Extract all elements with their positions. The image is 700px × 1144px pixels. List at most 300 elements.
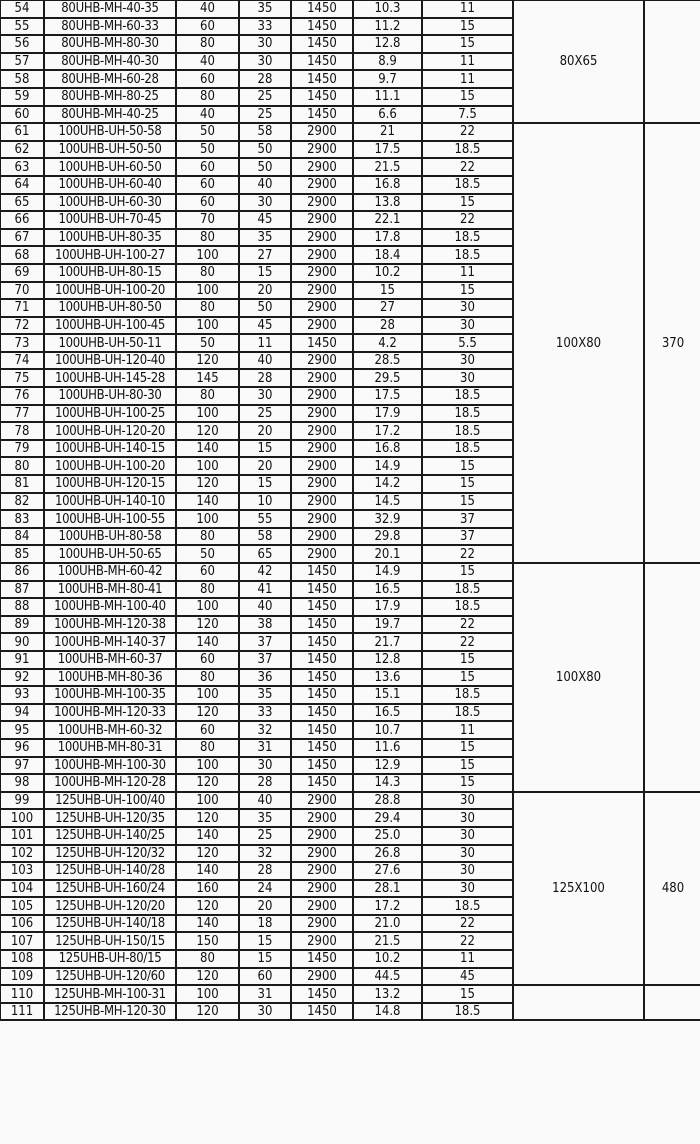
flow-rate-cell: 80 [176, 35, 239, 53]
speed-cell: 2900 [291, 932, 353, 950]
model-name-cell: 125UHB-MH-100-31 [44, 985, 176, 1003]
motor-power-cell: 18.5 [422, 387, 513, 405]
row-number-cell: 85 [0, 545, 44, 563]
weight-cell [644, 985, 700, 1020]
shaft-power-cell: 14.2 [353, 475, 422, 493]
row-number-cell: 84 [0, 528, 44, 546]
model-name-cell: 80UHB-MH-60-33 [44, 18, 176, 36]
speed-cell: 1450 [291, 1003, 353, 1021]
speed-cell: 1450 [291, 704, 353, 722]
flow-rate-cell: 100 [176, 510, 239, 528]
head-cell: 30 [239, 757, 291, 775]
model-name-cell: 125UHB-UH-160/24 [44, 880, 176, 898]
speed-cell: 2900 [291, 176, 353, 194]
head-cell: 40 [239, 352, 291, 370]
shaft-power-cell: 21.7 [353, 633, 422, 651]
weight-cell [644, 563, 700, 792]
row-number-cell: 70 [0, 282, 44, 300]
flow-rate-cell: 100 [176, 757, 239, 775]
head-cell: 25 [239, 405, 291, 423]
head-cell: 37 [239, 651, 291, 669]
shaft-power-cell: 15.1 [353, 686, 422, 704]
row-number-cell: 79 [0, 440, 44, 458]
row-number-cell: 89 [0, 616, 44, 634]
motor-power-cell: 30 [422, 809, 513, 827]
shaft-power-cell: 28.1 [353, 880, 422, 898]
speed-cell: 2900 [291, 141, 353, 159]
motor-power-cell: 15 [422, 35, 513, 53]
speed-cell: 2900 [291, 299, 353, 317]
motor-power-cell: 22 [422, 545, 513, 563]
model-name-cell: 125UHB-UH-100/40 [44, 792, 176, 810]
head-cell: 40 [239, 598, 291, 616]
model-name-cell: 100UHB-UH-145-28 [44, 369, 176, 387]
shaft-power-cell: 11.2 [353, 18, 422, 36]
motor-power-cell: 18.5 [422, 581, 513, 599]
motor-power-cell: 18.5 [422, 704, 513, 722]
flow-rate-cell: 140 [176, 440, 239, 458]
flow-rate-cell: 60 [176, 176, 239, 194]
speed-cell: 1450 [291, 563, 353, 581]
head-cell: 10 [239, 493, 291, 511]
shaft-power-cell: 17.2 [353, 897, 422, 915]
flow-rate-cell: 60 [176, 194, 239, 212]
motor-power-cell: 15 [422, 985, 513, 1003]
flow-rate-cell: 60 [176, 721, 239, 739]
shaft-power-cell: 12.9 [353, 757, 422, 775]
flow-rate-cell: 140 [176, 493, 239, 511]
flow-rate-cell: 80 [176, 950, 239, 968]
flow-rate-cell: 60 [176, 158, 239, 176]
flow-rate-cell: 40 [176, 0, 239, 18]
row-number-cell: 93 [0, 686, 44, 704]
motor-power-cell: 18.5 [422, 686, 513, 704]
motor-power-cell: 15 [422, 282, 513, 300]
flow-rate-cell: 140 [176, 915, 239, 933]
shaft-power-cell: 29.8 [353, 528, 422, 546]
motor-power-cell: 15 [422, 194, 513, 212]
row-number-cell: 107 [0, 932, 44, 950]
table-row [0, 123, 700, 141]
motor-power-cell: 11 [422, 70, 513, 88]
head-cell: 15 [239, 475, 291, 493]
row-number-cell: 108 [0, 950, 44, 968]
speed-cell: 2900 [291, 229, 353, 247]
head-cell: 35 [239, 229, 291, 247]
motor-power-cell: 5.5 [422, 334, 513, 352]
speed-cell: 1450 [291, 70, 353, 88]
model-name-cell: 125UHB-UH-140/28 [44, 862, 176, 880]
shaft-power-cell: 13.2 [353, 985, 422, 1003]
head-cell: 31 [239, 739, 291, 757]
motor-power-cell: 30 [422, 880, 513, 898]
shaft-power-cell: 21 [353, 123, 422, 141]
flow-rate-cell: 120 [176, 1003, 239, 1021]
flow-rate-cell: 50 [176, 123, 239, 141]
row-number-cell: 95 [0, 721, 44, 739]
motor-power-cell: 15 [422, 739, 513, 757]
motor-power-cell: 30 [422, 827, 513, 845]
shaft-power-cell: 28.5 [353, 352, 422, 370]
head-cell: 55 [239, 510, 291, 528]
model-name-cell: 125UHB-UH-120/35 [44, 809, 176, 827]
row-number-cell: 76 [0, 387, 44, 405]
model-name-cell: 100UHB-UH-120-20 [44, 422, 176, 440]
model-name-cell: 100UHB-MH-100-40 [44, 598, 176, 616]
model-name-cell: 100UHB-MH-120-38 [44, 616, 176, 634]
speed-cell: 2900 [291, 915, 353, 933]
head-cell: 25 [239, 827, 291, 845]
row-number-cell: 77 [0, 405, 44, 423]
head-cell: 50 [239, 299, 291, 317]
speed-cell: 1450 [291, 633, 353, 651]
shaft-power-cell: 14.5 [353, 493, 422, 511]
head-cell: 35 [239, 686, 291, 704]
flow-rate-cell: 80 [176, 581, 239, 599]
motor-power-cell: 30 [422, 845, 513, 863]
shaft-power-cell: 17.8 [353, 229, 422, 247]
flow-rate-cell: 100 [176, 792, 239, 810]
table-row [0, 985, 700, 1003]
shaft-power-cell: 26.8 [353, 845, 422, 863]
row-number-cell: 69 [0, 264, 44, 282]
head-cell: 45 [239, 211, 291, 229]
model-name-cell: 100UHB-UH-120-40 [44, 352, 176, 370]
motor-power-cell: 11 [422, 950, 513, 968]
motor-power-cell: 18.5 [422, 176, 513, 194]
row-number-cell: 87 [0, 581, 44, 599]
flow-rate-cell: 120 [176, 845, 239, 863]
shaft-power-cell: 15 [353, 282, 422, 300]
head-cell: 60 [239, 968, 291, 986]
shaft-power-cell: 10.2 [353, 950, 422, 968]
model-name-cell: 100UHB-MH-100-35 [44, 686, 176, 704]
row-number-cell: 81 [0, 475, 44, 493]
motor-power-cell: 18.5 [422, 598, 513, 616]
speed-cell: 2900 [291, 457, 353, 475]
motor-power-cell: 30 [422, 369, 513, 387]
speed-cell: 2900 [291, 211, 353, 229]
row-number-cell: 83 [0, 510, 44, 528]
flow-rate-cell: 50 [176, 545, 239, 563]
row-number-cell: 75 [0, 369, 44, 387]
speed-cell: 2900 [291, 845, 353, 863]
head-cell: 24 [239, 880, 291, 898]
head-cell: 37 [239, 633, 291, 651]
speed-cell: 2900 [291, 545, 353, 563]
model-name-cell: 100UHB-MH-120-28 [44, 774, 176, 792]
outlet-size-cell: 100X80 [513, 563, 644, 792]
head-cell: 40 [239, 792, 291, 810]
head-cell: 30 [239, 35, 291, 53]
model-name-cell: 100UHB-UH-100-55 [44, 510, 176, 528]
motor-power-cell: 18.5 [422, 440, 513, 458]
head-cell: 65 [239, 545, 291, 563]
head-cell: 30 [239, 1003, 291, 1021]
head-cell: 15 [239, 264, 291, 282]
model-name-cell: 100UHB-UH-80-15 [44, 264, 176, 282]
flow-rate-cell: 100 [176, 686, 239, 704]
row-number-cell: 74 [0, 352, 44, 370]
speed-cell: 1450 [291, 757, 353, 775]
motor-power-cell: 11 [422, 721, 513, 739]
row-number-cell: 57 [0, 53, 44, 71]
model-name-cell: 100UHB-MH-80-31 [44, 739, 176, 757]
head-cell: 50 [239, 158, 291, 176]
speed-cell: 2900 [291, 792, 353, 810]
flow-rate-cell: 80 [176, 229, 239, 247]
flow-rate-cell: 80 [176, 264, 239, 282]
speed-cell: 1450 [291, 669, 353, 687]
row-number-cell: 90 [0, 633, 44, 651]
shaft-power-cell: 28.8 [353, 792, 422, 810]
shaft-power-cell: 10.2 [353, 264, 422, 282]
model-name-cell: 100UHB-UH-80-35 [44, 229, 176, 247]
speed-cell: 2900 [291, 123, 353, 141]
flow-rate-cell: 40 [176, 106, 239, 124]
row-number-cell: 111 [0, 1003, 44, 1021]
head-cell: 32 [239, 721, 291, 739]
table-row [0, 563, 700, 581]
model-name-cell: 100UHB-UH-140-15 [44, 440, 176, 458]
motor-power-cell: 15 [422, 475, 513, 493]
shaft-power-cell: 17.9 [353, 405, 422, 423]
outlet-size-cell: 80X65 [513, 0, 644, 123]
head-cell: 33 [239, 18, 291, 36]
flow-rate-cell: 140 [176, 862, 239, 880]
head-cell: 25 [239, 106, 291, 124]
row-number-cell: 103 [0, 862, 44, 880]
head-cell: 30 [239, 387, 291, 405]
flow-rate-cell: 80 [176, 669, 239, 687]
flow-rate-cell: 80 [176, 528, 239, 546]
row-number-cell: 99 [0, 792, 44, 810]
model-name-cell: 80UHB-MH-40-25 [44, 106, 176, 124]
model-name-cell: 100UHB-UH-50-50 [44, 141, 176, 159]
model-name-cell: 100UHB-UH-80-50 [44, 299, 176, 317]
flow-rate-cell: 120 [176, 616, 239, 634]
model-name-cell: 125UHB-UH-120/60 [44, 968, 176, 986]
flow-rate-cell: 60 [176, 563, 239, 581]
flow-rate-cell: 100 [176, 457, 239, 475]
speed-cell: 2900 [291, 880, 353, 898]
head-cell: 25 [239, 88, 291, 106]
head-cell: 42 [239, 563, 291, 581]
shaft-power-cell: 29.4 [353, 809, 422, 827]
speed-cell: 2900 [291, 246, 353, 264]
speed-cell: 2900 [291, 405, 353, 423]
motor-power-cell: 22 [422, 633, 513, 651]
speed-cell: 1450 [291, 739, 353, 757]
speed-cell: 1450 [291, 686, 353, 704]
shaft-power-cell: 18.4 [353, 246, 422, 264]
speed-cell: 1450 [291, 598, 353, 616]
speed-cell: 2900 [291, 158, 353, 176]
flow-rate-cell: 160 [176, 880, 239, 898]
flow-rate-cell: 120 [176, 704, 239, 722]
flow-rate-cell: 120 [176, 475, 239, 493]
shaft-power-cell: 10.7 [353, 721, 422, 739]
motor-power-cell: 30 [422, 792, 513, 810]
head-cell: 33 [239, 704, 291, 722]
shaft-power-cell: 28 [353, 317, 422, 335]
motor-power-cell: 18.5 [422, 405, 513, 423]
motor-power-cell: 15 [422, 457, 513, 475]
flow-rate-cell: 140 [176, 633, 239, 651]
flow-rate-cell: 120 [176, 774, 239, 792]
head-cell: 28 [239, 369, 291, 387]
shaft-power-cell: 10.3 [353, 0, 422, 18]
head-cell: 15 [239, 932, 291, 950]
row-number-cell: 64 [0, 176, 44, 194]
speed-cell: 2900 [291, 440, 353, 458]
motor-power-cell: 37 [422, 510, 513, 528]
head-cell: 50 [239, 141, 291, 159]
motor-power-cell: 15 [422, 18, 513, 36]
model-name-cell: 100UHB-MH-60-42 [44, 563, 176, 581]
head-cell: 11 [239, 334, 291, 352]
shaft-power-cell: 21.5 [353, 158, 422, 176]
motor-power-cell: 18.5 [422, 1003, 513, 1021]
head-cell: 15 [239, 440, 291, 458]
motor-power-cell: 18.5 [422, 229, 513, 247]
row-number-cell: 65 [0, 194, 44, 212]
flow-rate-cell: 120 [176, 352, 239, 370]
shaft-power-cell: 21.0 [353, 915, 422, 933]
row-number-cell: 59 [0, 88, 44, 106]
motor-power-cell: 7.5 [422, 106, 513, 124]
speed-cell: 2900 [291, 968, 353, 986]
shaft-power-cell: 14.3 [353, 774, 422, 792]
flow-rate-cell: 140 [176, 827, 239, 845]
model-name-cell: 100UHB-UH-100-45 [44, 317, 176, 335]
head-cell: 30 [239, 194, 291, 212]
speed-cell: 1450 [291, 0, 353, 18]
shaft-power-cell: 4.2 [353, 334, 422, 352]
flow-rate-cell: 120 [176, 968, 239, 986]
outlet-size-cell: 125X100 [513, 792, 644, 986]
flow-rate-cell: 145 [176, 369, 239, 387]
head-cell: 32 [239, 845, 291, 863]
head-cell: 28 [239, 774, 291, 792]
outlet-size-cell [513, 985, 644, 1020]
motor-power-cell: 18.5 [422, 246, 513, 264]
model-name-cell: 100UHB-UH-100-20 [44, 282, 176, 300]
model-name-cell: 100UHB-MH-60-32 [44, 721, 176, 739]
head-cell: 30 [239, 53, 291, 71]
motor-power-cell: 15 [422, 563, 513, 581]
flow-rate-cell: 60 [176, 651, 239, 669]
row-number-cell: 102 [0, 845, 44, 863]
speed-cell: 1450 [291, 88, 353, 106]
row-number-cell: 92 [0, 669, 44, 687]
head-cell: 15 [239, 950, 291, 968]
head-cell: 36 [239, 669, 291, 687]
model-name-cell: 100UHB-UH-100-27 [44, 246, 176, 264]
shaft-power-cell: 27 [353, 299, 422, 317]
motor-power-cell: 37 [422, 528, 513, 546]
weight-cell: 480 [644, 792, 700, 986]
model-name-cell: 100UHB-UH-100-20 [44, 457, 176, 475]
motor-power-cell: 15 [422, 88, 513, 106]
motor-power-cell: 30 [422, 317, 513, 335]
head-cell: 28 [239, 862, 291, 880]
shaft-power-cell: 14.8 [353, 1003, 422, 1021]
head-cell: 35 [239, 0, 291, 18]
flow-rate-cell: 100 [176, 985, 239, 1003]
speed-cell: 2900 [291, 528, 353, 546]
flow-rate-cell: 100 [176, 246, 239, 264]
row-number-cell: 104 [0, 880, 44, 898]
flow-rate-cell: 50 [176, 141, 239, 159]
shaft-power-cell: 16.8 [353, 440, 422, 458]
table-row [0, 792, 700, 810]
motor-power-cell: 30 [422, 862, 513, 880]
model-name-cell: 100UHB-MH-100-30 [44, 757, 176, 775]
flow-rate-cell: 150 [176, 932, 239, 950]
head-cell: 20 [239, 897, 291, 915]
model-name-cell: 125UHB-UH-120/20 [44, 897, 176, 915]
model-name-cell: 80UHB-MH-40-30 [44, 53, 176, 71]
speed-cell: 1450 [291, 334, 353, 352]
model-name-cell: 100UHB-UH-50-65 [44, 545, 176, 563]
shaft-power-cell: 9.7 [353, 70, 422, 88]
shaft-power-cell: 16.5 [353, 704, 422, 722]
shaft-power-cell: 44.5 [353, 968, 422, 986]
row-number-cell: 63 [0, 158, 44, 176]
flow-rate-cell: 120 [176, 897, 239, 915]
head-cell: 41 [239, 581, 291, 599]
speed-cell: 2900 [291, 827, 353, 845]
flow-rate-cell: 120 [176, 809, 239, 827]
speed-cell: 2900 [291, 809, 353, 827]
motor-power-cell: 15 [422, 651, 513, 669]
shaft-power-cell: 14.9 [353, 563, 422, 581]
speed-cell: 2900 [291, 493, 353, 511]
model-name-cell: 100UHB-UH-60-30 [44, 194, 176, 212]
speed-cell: 1450 [291, 18, 353, 36]
motor-power-cell: 22 [422, 211, 513, 229]
row-number-cell: 73 [0, 334, 44, 352]
row-number-cell: 68 [0, 246, 44, 264]
model-name-cell: 80UHB-MH-40-35 [44, 0, 176, 18]
flow-rate-cell: 50 [176, 334, 239, 352]
shaft-power-cell: 16.8 [353, 176, 422, 194]
shaft-power-cell: 20.1 [353, 545, 422, 563]
motor-power-cell: 18.5 [422, 897, 513, 915]
flow-rate-cell: 120 [176, 422, 239, 440]
row-number-cell: 61 [0, 123, 44, 141]
motor-power-cell: 22 [422, 158, 513, 176]
row-number-cell: 98 [0, 774, 44, 792]
model-name-cell: 100UHB-MH-140-37 [44, 633, 176, 651]
row-number-cell: 88 [0, 598, 44, 616]
model-name-cell: 100UHB-UH-50-58 [44, 123, 176, 141]
shaft-power-cell: 6.6 [353, 106, 422, 124]
row-number-cell: 82 [0, 493, 44, 511]
shaft-power-cell: 17.2 [353, 422, 422, 440]
speed-cell: 1450 [291, 774, 353, 792]
head-cell: 35 [239, 809, 291, 827]
shaft-power-cell: 12.8 [353, 35, 422, 53]
row-number-cell: 66 [0, 211, 44, 229]
motor-power-cell: 15 [422, 757, 513, 775]
motor-power-cell: 15 [422, 774, 513, 792]
head-cell: 18 [239, 915, 291, 933]
outlet-size-cell: 100X80 [513, 123, 644, 563]
model-name-cell: 100UHB-MH-60-37 [44, 651, 176, 669]
weight-cell [644, 0, 700, 123]
